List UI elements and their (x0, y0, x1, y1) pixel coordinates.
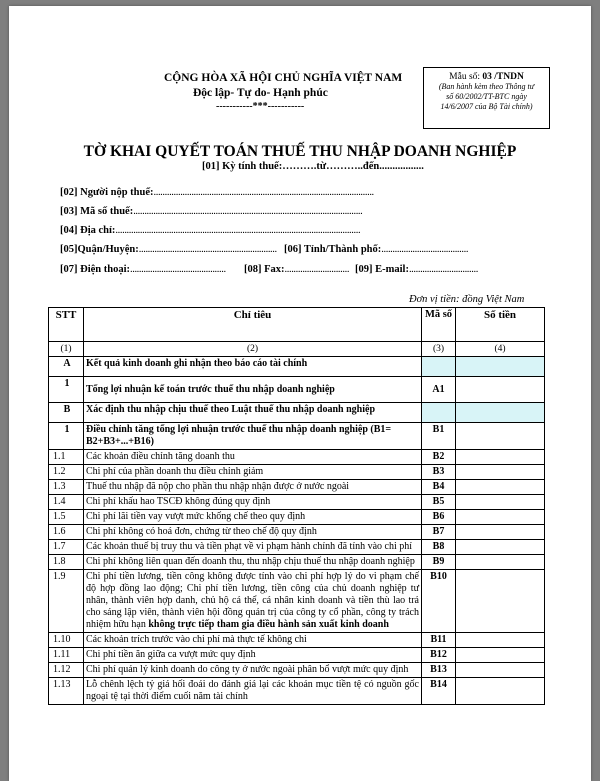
row-code: B11 (422, 633, 456, 648)
row-stt: A (49, 357, 84, 377)
header-item: Chỉ tiêu (84, 308, 422, 342)
row-stt: 1.6 (49, 525, 84, 540)
district-label: [05]Quận/Huyện: (60, 244, 139, 255)
province-label: [06] Tỉnh/Thành phố: (284, 244, 382, 255)
col-number-4: (4) (456, 342, 545, 357)
row-item: Chi phí lãi tiền vay vượt mức khống chế theo quy định (84, 510, 422, 525)
row-amount-cell[interactable] (456, 648, 545, 663)
form-code-prefix: Mẫu số: (449, 72, 483, 82)
email-blank[interactable]: ............................... (408, 264, 478, 275)
header-amount: Số tiền (456, 308, 545, 342)
row-item: Chi phí không liên quan đến doanh thu, thu nhập chịu thuế thu nhập doanh nghiệp (84, 555, 422, 570)
tax-finalization-table (48, 307, 545, 705)
address-label: [04] Địa chỉ: (60, 225, 116, 236)
district-blank[interactable]: .............................................................. (138, 244, 277, 255)
taxpayer-blank[interactable]: ................................................................................................... (153, 187, 374, 198)
row-item: Kết quả kinh doanh ghi nhận theo báo cáo tài chính (84, 357, 422, 377)
address-blank[interactable]: .............................................................................................................. (115, 225, 361, 236)
row-item: Điều chỉnh tăng tổng lợi nhuận trước thuế thu nhập doanh nghiệp (B1= B2+B3+...+B16) (84, 423, 422, 450)
row-item: Chi phí tiền ăn giữa ca vượt mức quy định (84, 648, 422, 663)
fax-blank[interactable]: ............................. (284, 264, 350, 275)
row-item-emphasis: không trực tiếp tham gia điều hành sản xuất kinh doanh (148, 619, 389, 630)
table-row (49, 570, 545, 633)
row-code: A1 (422, 377, 456, 403)
table-row (49, 555, 545, 570)
column-number-row (49, 342, 545, 357)
table-row (49, 663, 545, 678)
row-item: Chi phí khấu hao TSCĐ không đúng quy định (84, 495, 422, 510)
phone-label: [07] Điện thoại: (60, 264, 130, 275)
row-stt: B (49, 403, 84, 423)
row-amount-cell[interactable] (456, 663, 545, 678)
table-row (49, 633, 545, 648)
phone-field[interactable] (60, 264, 226, 275)
phone-blank[interactable]: ........................................... (130, 264, 226, 275)
table-row (49, 510, 545, 525)
row-amount-cell[interactable] (456, 555, 545, 570)
row-code: B14 (422, 678, 456, 705)
row-stt: 1 (49, 377, 84, 403)
email-field[interactable] (355, 264, 478, 275)
document-title: TỜ KHAI QUYẾT TOÁN THUẾ THU NHẬP DOANH NGHIỆP (83, 143, 517, 160)
district-field[interactable] (60, 244, 277, 255)
table-row (49, 357, 545, 377)
header-stt: STT (49, 308, 84, 342)
fax-label: [08] Fax: (244, 264, 285, 275)
row-item: Các khoản điều chỉnh tăng doanh thu (84, 450, 422, 465)
row-amount-cell[interactable] (456, 465, 545, 480)
table-row (49, 525, 545, 540)
row-amount-cell[interactable] (456, 525, 545, 540)
row-amount-cell[interactable] (456, 480, 545, 495)
row-code: B2 (422, 450, 456, 465)
table-row (49, 450, 545, 465)
row-stt: 1.9 (49, 570, 84, 633)
tax-code-blank[interactable]: ....................................................................................................... (133, 206, 363, 217)
row-item (84, 570, 422, 633)
row-code: B6 (422, 510, 456, 525)
row-stt: 1.11 (49, 648, 84, 663)
nation-heading: CỘNG HÒA XÃ HỘI CHỦ NGHĨA VIỆT NAM (164, 72, 403, 84)
row-amount-cell[interactable] (456, 540, 545, 555)
row-amount-cell[interactable] (456, 570, 545, 633)
row-item: Các khoản trích trước vào chi phí mà thực tế không chi (84, 633, 422, 648)
taxpayer-field[interactable] (60, 187, 374, 198)
row-stt: 1.8 (49, 555, 84, 570)
row-amount-cell[interactable] (456, 403, 545, 423)
row-stt: 1 (49, 423, 84, 450)
form-legal-line3: 14/6/2007 của Bộ Tài chính) (440, 102, 533, 111)
row-stt: 1.1 (49, 450, 84, 465)
form-code-number: 03 /TNDN (482, 72, 524, 82)
tax-period-field[interactable]: [01] Kỳ tính thuế:……….từ………..đến................. (202, 161, 424, 172)
row-amount-cell[interactable] (456, 357, 545, 377)
row-code: B5 (422, 495, 456, 510)
row-code: B12 (422, 648, 456, 663)
table-header-row (49, 308, 545, 342)
row-amount-cell[interactable] (456, 423, 545, 450)
motto-heading: Độc lập- Tự do- Hạnh phúc (193, 87, 328, 99)
row-stt: 1.3 (49, 480, 84, 495)
row-amount-cell[interactable] (456, 510, 545, 525)
table-row (49, 480, 545, 495)
row-amount-cell[interactable] (456, 633, 545, 648)
row-code: B10 (422, 570, 456, 633)
table-row (49, 648, 545, 663)
col-number-3: (3) (422, 342, 456, 357)
row-stt: 1.5 (49, 510, 84, 525)
row-stt: 1.4 (49, 495, 84, 510)
header-code: Mã số (422, 308, 456, 342)
row-item-text: Chi phí tiền lương, tiền công không được tính vào chi phí hợp lý do vi phạm chế độ hợp đồng lao động; Chi phí tiền lương, tiền công của chủ doanh nghiệp tư nhân, thành viên hợp danh, chủ hộ cá thể, cá nhân kinh doanh và tiền thù lao trả cho sáng lập viên, thành viên hội đồng quản trị của công ty cổ phần, công ty trách nhiệm hữu hạn (86, 571, 419, 630)
row-code: B9 (422, 555, 456, 570)
row-amount-cell[interactable] (456, 678, 545, 705)
row-item: Các khoản thuế bị truy thu và tiền phạt về vi phạm hành chính đã tính vào chi phí (84, 540, 422, 555)
row-amount-cell[interactable] (456, 495, 545, 510)
table-row (49, 423, 545, 450)
table-row (49, 540, 545, 555)
form-code (424, 72, 549, 82)
col-number-1: (1) (49, 342, 84, 357)
address-field[interactable] (60, 225, 360, 236)
form-code-box (423, 67, 550, 129)
tax-code-field[interactable] (60, 206, 362, 217)
row-code: B8 (422, 540, 456, 555)
row-item: Thuế thu nhập đã nộp cho phần thu nhập nhận được ở nước ngoài (84, 480, 422, 495)
province-field[interactable] (284, 244, 468, 255)
header-separator: -----------***----------- (216, 101, 305, 112)
form-legal-line1: (Ban hành kèm theo Thông tư (438, 82, 535, 91)
row-item: Chi phí không có hoá đơn, chứng từ theo chế độ quy định (84, 525, 422, 540)
row-amount-cell[interactable] (456, 450, 545, 465)
row-item: Chi phí quản lý kinh doanh do công ty ở nước ngoài phân bổ vượt mức quy định (84, 663, 422, 678)
row-code: B4 (422, 480, 456, 495)
fax-field[interactable] (244, 264, 349, 275)
row-code (422, 357, 456, 377)
row-code: B13 (422, 663, 456, 678)
row-code (422, 403, 456, 423)
form-legal-line2: số 60/2002/TT-BTC ngày (446, 92, 527, 101)
row-code: B3 (422, 465, 456, 480)
province-blank[interactable]: ....................................... (381, 244, 469, 255)
row-code: B1 (422, 423, 456, 450)
tax-code-label: [03] Mã số thuế: (60, 206, 134, 217)
row-item: Tổng lợi nhuận kế toán trước thuế thu nhập doanh nghiệp (84, 377, 422, 403)
row-item: Xác định thu nhập chịu thuế theo Luật thuế thu nhập doanh nghiệp (84, 403, 422, 423)
row-stt: 1.2 (49, 465, 84, 480)
row-stt: 1.7 (49, 540, 84, 555)
table-row (49, 403, 545, 423)
col-number-2: (2) (84, 342, 422, 357)
table-row (49, 678, 545, 705)
table-row (49, 495, 545, 510)
row-stt: 1.10 (49, 633, 84, 648)
row-code: B7 (422, 525, 456, 540)
row-item: Chi phí của phần doanh thu điều chỉnh giảm (84, 465, 422, 480)
table-row (49, 377, 545, 403)
currency-unit: Đơn vị tiền: đồng Việt Nam (409, 294, 525, 305)
email-label: [09] E-mail: (355, 264, 409, 275)
taxpayer-label: [02] Người nộp thuế: (60, 187, 154, 198)
row-amount-cell[interactable] (456, 377, 545, 403)
row-item: Lỗ chênh lệch tỷ giá hối đoái do đánh giá lại các khoản mục tiền tệ có nguồn gốc ngoại tệ tại thời điểm cuối năm tài chính (84, 678, 422, 705)
row-stt: 1.13 (49, 678, 84, 705)
row-stt: 1.12 (49, 663, 84, 678)
table-row (49, 465, 545, 480)
